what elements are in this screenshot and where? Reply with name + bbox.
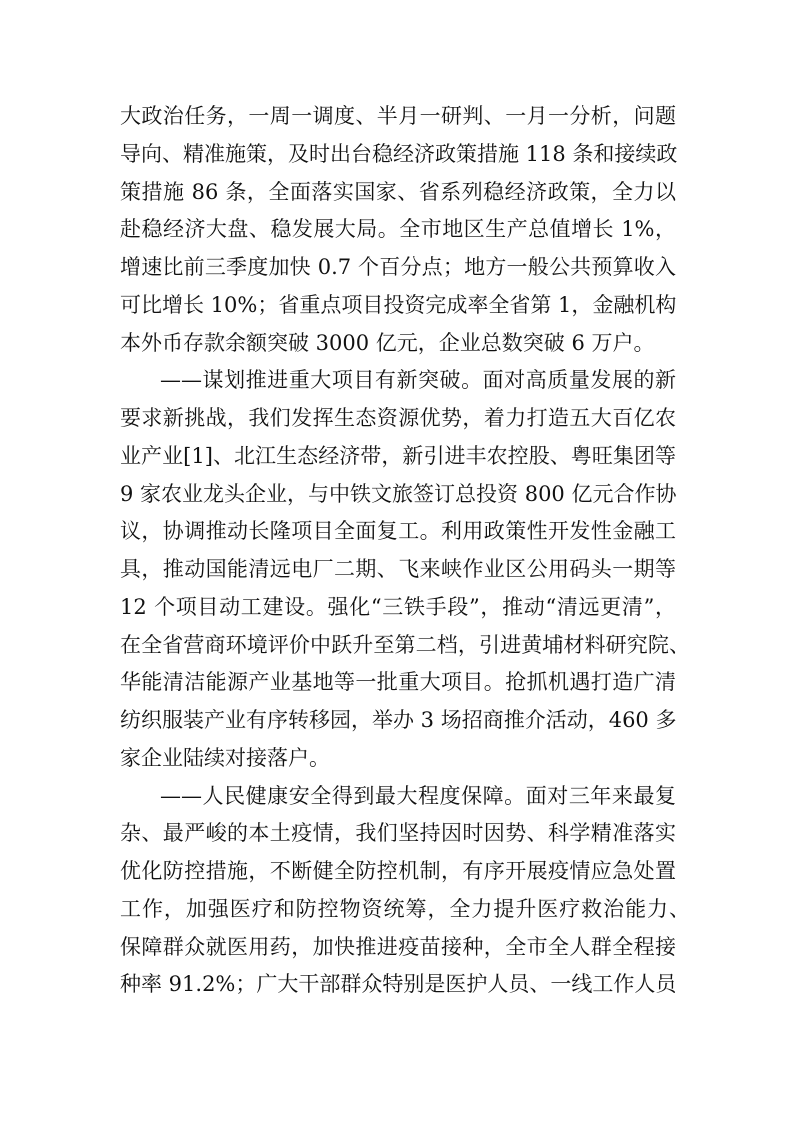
text-line: 赴稳经济大盘、稳发展大局。全市地区生产总值增长 1%，: [120, 217, 676, 242]
paragraph: [120, 98, 676, 362]
text-line: ——人民健康安全得到最大程度保障。面对三年来最复: [160, 783, 676, 808]
text-line: 要求新挑战，我们发挥生态资源优势，着力打造五大百亿农: [120, 406, 676, 430]
text-line: 大政治任务，一周一调度、半月一研判、一月一分析，问题: [120, 104, 676, 128]
text-line: 业产业[1]、北江生态经济带，新引进丰农控股、粤旺集团等: [120, 443, 676, 468]
text-line: 增速比前三季度加快 0.7 个百分点；地方一般公共预算收入: [120, 255, 676, 279]
text-line: 在全省营商环境评价中跃升至第二档，引进黄埔材料研究院、: [120, 632, 690, 657]
paragraph: [120, 362, 690, 777]
text-line: 可比增长 10%；省重点项目投资完成率全省第 1，金融机构: [120, 292, 677, 317]
text-line: 优化防控措施，不断健全防控机制，有序开展疫情应急处置: [120, 859, 676, 883]
text-line: 9 家农业龙头企业，与中铁文旅签订总投资 800 亿元合作协: [120, 481, 677, 506]
text-line: 议，协调推动长隆项目全面复工。利用政策性开发性金融工: [120, 519, 676, 544]
document-page: [120, 98, 690, 1004]
text-line: 12 个项目动工建设。强化“三铁手段”，推动“清远更清”，: [120, 594, 676, 619]
text-line: 纺织服装产业有序转移园，举办 3 场招商推介活动，460 多: [120, 708, 677, 732]
text-line: ——谋划推进重大项目有新突破。面对高质量发展的新: [160, 368, 676, 393]
text-line: 具，推动国能清远电厂二期、飞来峡作业区公用码头一期等: [120, 557, 676, 581]
text-line: 本外币存款余额突破 3000 亿元，企业总数突破 6 万户。: [120, 330, 655, 355]
text-line: 保障群众就医用药，加快推进疫苗接种，全市全人群全程接: [120, 934, 676, 959]
text-line: 策措施 86 条，全面落实国家、省系列稳经济政策，全力以: [120, 179, 676, 204]
paragraph: [120, 778, 690, 1005]
text-line: 杂、最严峻的本土疫情，我们坚持因时因势、科学精准落实: [120, 821, 676, 846]
text-line: 种率 91.2%；广大干部群众特别是医护人员、一线工作人员: [120, 972, 677, 997]
text-line: 华能清洁能源产业基地等一批重大项目。抢抓机遇打造广清: [120, 670, 676, 695]
text-line: 导向、精准施策，及时出台稳经济政策措施 118 条和接续政: [120, 141, 678, 166]
text-line: 家企业陆续对接落户。: [120, 745, 330, 770]
text-line: 工作，加强医疗和防控物资统筹，全力提升医疗救治能力、: [120, 896, 690, 921]
